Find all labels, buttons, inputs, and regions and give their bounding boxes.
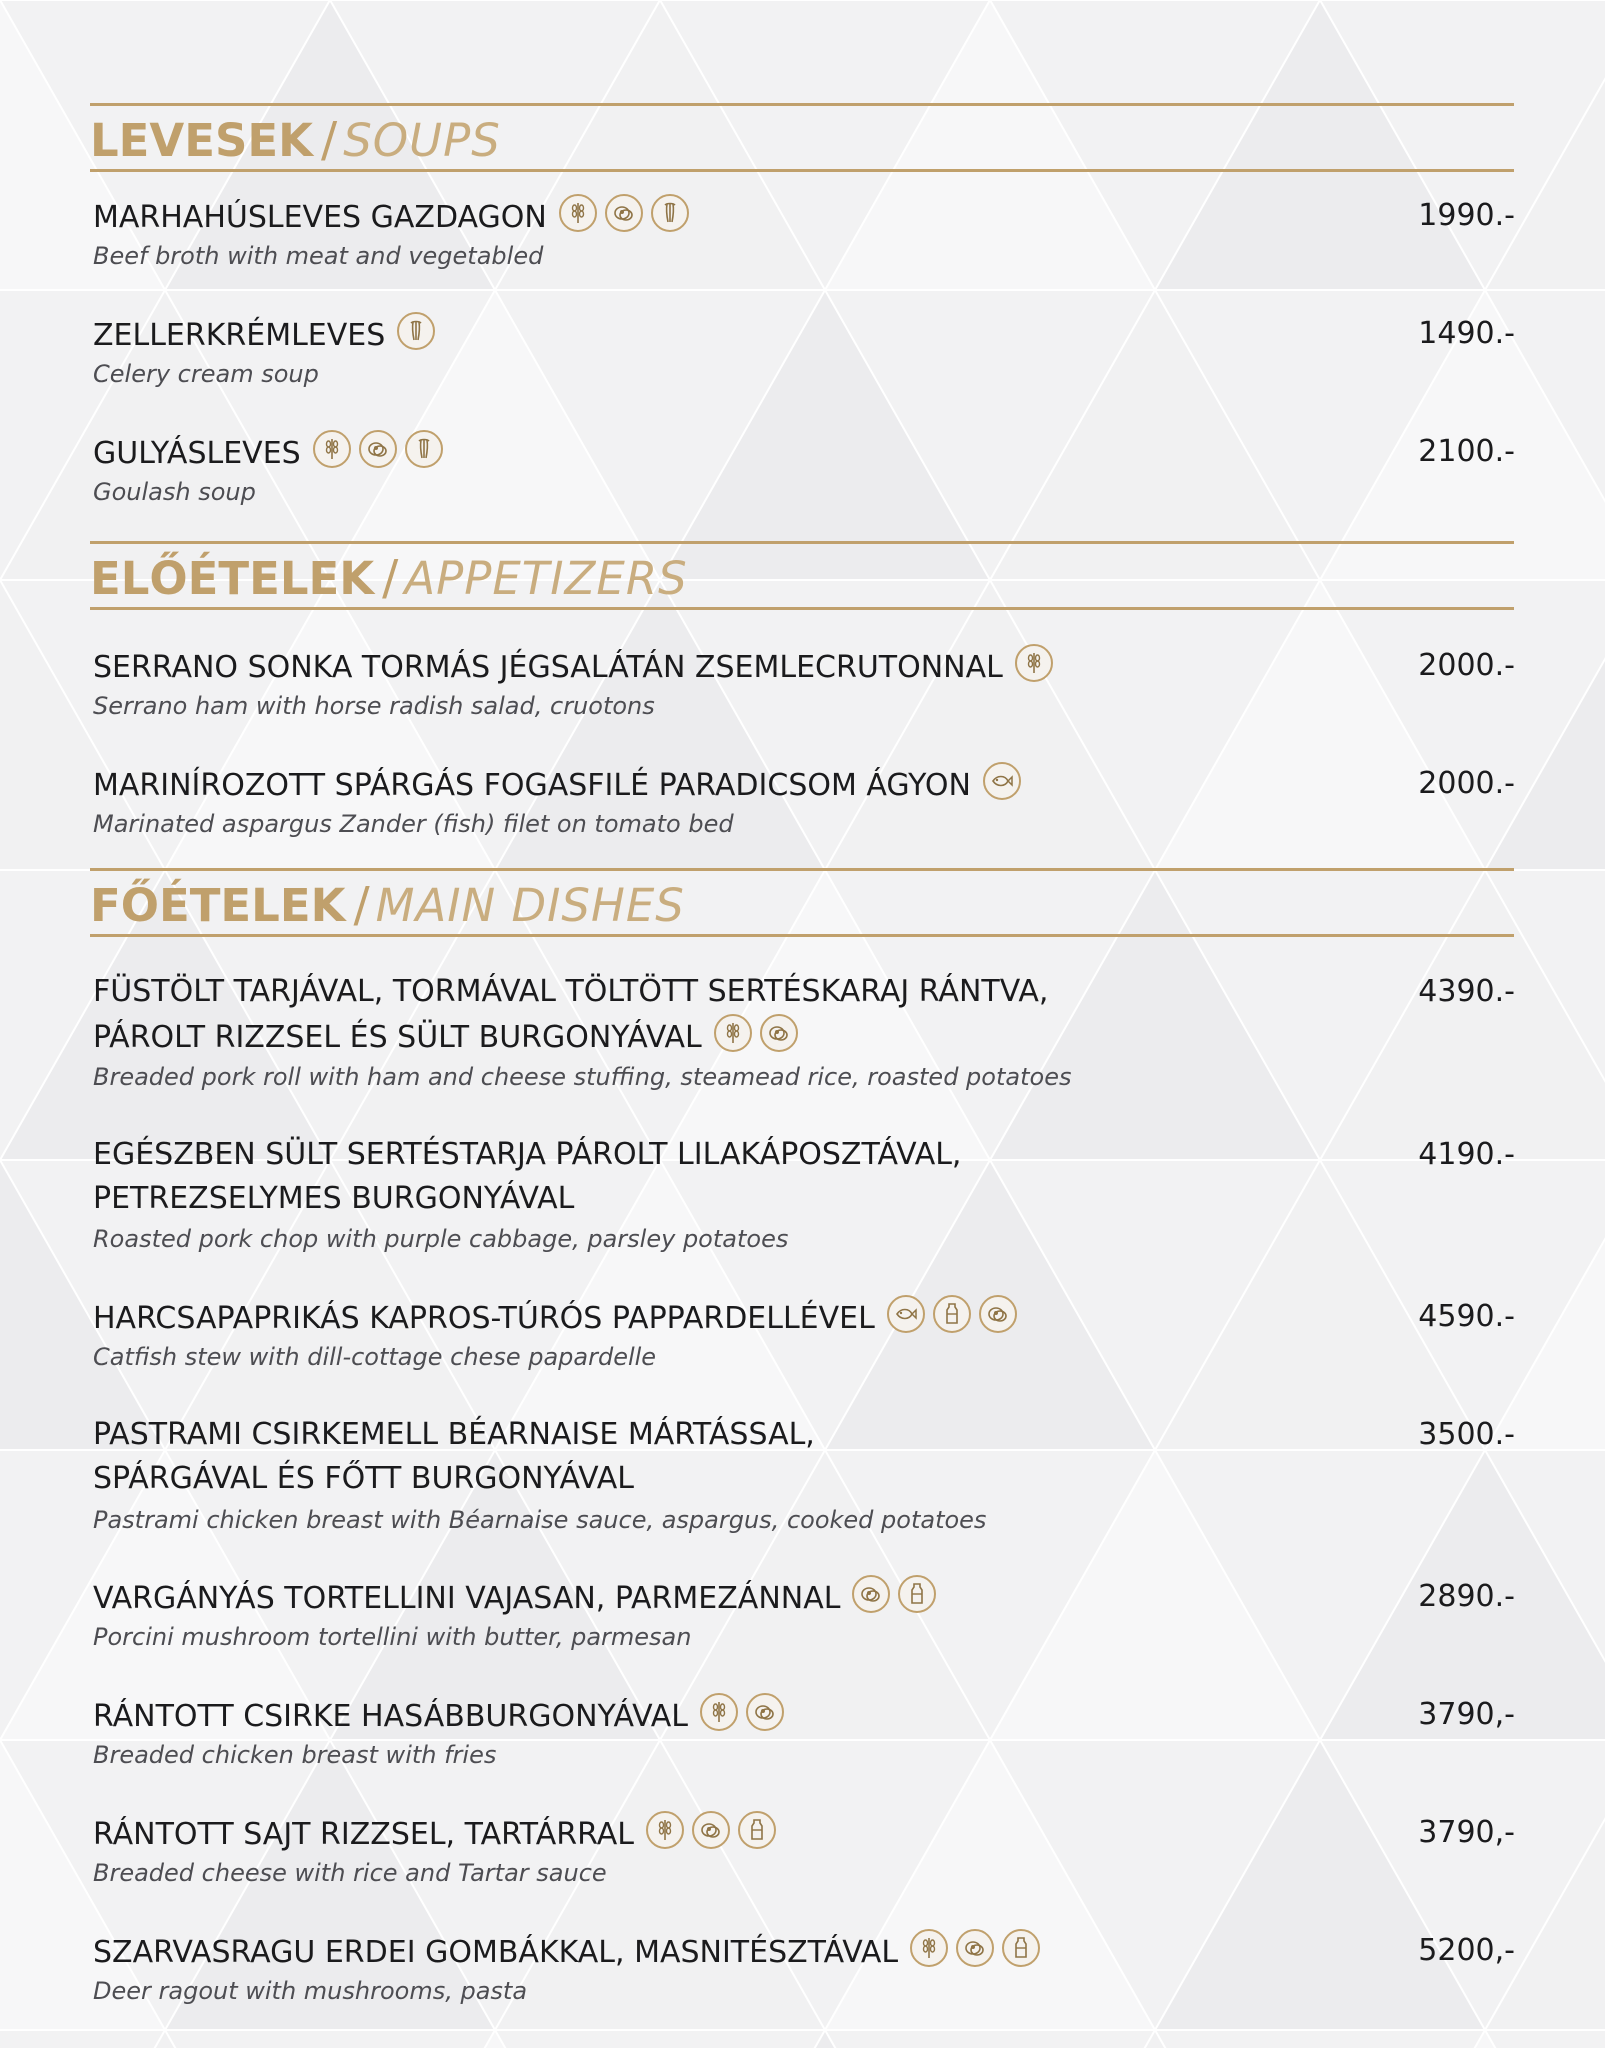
egg-icon: [605, 194, 643, 232]
section-bottom-rule: [90, 169, 1514, 172]
item-description: Goulash soup: [93, 478, 256, 506]
item-name: [93, 194, 1193, 245]
item-name-line: SPÁRGÁVAL ÉS FŐTT BURGONYÁVAL: [93, 1461, 634, 1496]
item-price: 3500.-: [1418, 1417, 1515, 1452]
gluten-icon: [313, 430, 351, 468]
fish-icon: [887, 1295, 925, 1333]
item-name: [93, 1929, 1193, 1980]
item-price: 1990.-: [1418, 198, 1515, 233]
celery-icon: [405, 430, 443, 468]
section-title-en: SOUPS: [343, 114, 501, 167]
item-price: 2100.-: [1418, 434, 1515, 469]
item-description: Pastrami chicken breast with Béarnaise sauce, aspargus, cooked potatoes: [93, 1506, 987, 1534]
item-price: 5200,-: [1418, 1933, 1515, 1968]
item-description: Catfish stew with dill-cottage chese papardelle: [93, 1343, 657, 1371]
item-price: 2890.-: [1418, 1579, 1515, 1614]
item-price: 1490.-: [1418, 316, 1515, 351]
item-description: Breaded chicken breast with fries: [93, 1741, 497, 1769]
item-price: 2000.-: [1418, 648, 1515, 683]
item-name-line: RÁNTOTT CSIRKE HASÁBBURGONYÁVAL: [93, 1699, 688, 1734]
item-name-line: SERRANO SONKA TORMÁS JÉGSALÁTÁN ZSEMLECRUTONNAL: [93, 650, 1003, 685]
item-name-line: PASTRAMI CSIRKEMELL BÉARNAISE MÁRTÁSSAL,: [93, 1417, 815, 1452]
item-name: [93, 762, 1193, 813]
item-name: [93, 1133, 1193, 1221]
item-description: Breaded cheese with rice and Tartar sauce: [93, 1859, 607, 1887]
gluten-icon: [714, 1014, 752, 1052]
gluten-icon: [910, 1929, 948, 1967]
section-top-rule: [90, 541, 1514, 544]
section-title-main-dishes: [90, 875, 685, 935]
item-description: Roasted pork chop with purple cabbage, parsley potatoes: [93, 1225, 789, 1253]
allergen-icons: [700, 1693, 792, 1744]
gluten-icon: [646, 1811, 684, 1849]
item-price: 3790,-: [1418, 1815, 1515, 1850]
celery-icon: [397, 312, 435, 350]
allergen-icons: [852, 1575, 944, 1626]
item-name: [93, 1575, 1193, 1626]
item-name-line: HARCSAPAPRIKÁS KAPROS-TÚRÓS PAPPARDELLÉVEL: [93, 1301, 875, 1336]
milk-icon: [738, 1811, 776, 1849]
item-name: [93, 970, 1193, 1065]
allergen-icons: [983, 762, 1029, 813]
item-description: Breaded pork roll with ham and cheese stuffing, steamead rice, roasted potatoes: [93, 1063, 1072, 1091]
allergen-icons: [559, 194, 697, 245]
item-name-line: FÜSTÖLT TARJÁVAL, TORMÁVAL TÖLTÖTT SERTÉSKARAJ RÁNTVA,: [93, 974, 1049, 1009]
item-name: [93, 644, 1193, 695]
allergen-icons: [397, 312, 443, 363]
item-description: Deer ragout with mushrooms, pasta: [93, 1977, 528, 2005]
egg-icon: [956, 1929, 994, 1967]
item-price: 4590.-: [1418, 1299, 1515, 1334]
item-description: Porcini mushroom tortellini with butter, parmesan: [93, 1623, 692, 1651]
allergen-icons: [887, 1295, 1025, 1346]
allergen-icons: [313, 430, 451, 481]
gluten-icon: [1015, 644, 1053, 682]
item-price: 3790,-: [1418, 1697, 1515, 1732]
section-title-appetizers: [90, 548, 688, 608]
egg-icon: [760, 1014, 798, 1052]
gluten-icon: [559, 194, 597, 232]
item-name-line: RÁNTOTT SAJT RIZZSEL, TARTÁRRAL: [93, 1817, 635, 1852]
section-title-en: MAIN DISHES: [375, 879, 685, 932]
section-top-rule: [90, 103, 1514, 106]
celery-icon: [651, 194, 689, 232]
milk-icon: [898, 1575, 936, 1613]
item-price: 4390.-: [1418, 974, 1515, 1009]
item-description: Marinated aspargus Zander (fish) filet on tomato bed: [93, 810, 734, 838]
item-name-line: SZARVASRAGU ERDEI GOMBÁKKAL, MASNITÉSZTÁVAL: [93, 1935, 899, 1970]
item-name: [93, 1811, 1193, 1862]
section-top-rule: [90, 868, 1514, 871]
section-bottom-rule: [90, 607, 1514, 610]
item-name: [93, 1693, 1193, 1744]
item-name: [93, 1295, 1193, 1346]
milk-icon: [933, 1295, 971, 1333]
section-title-hu: LEVESEK: [90, 114, 314, 167]
item-price: 2000.-: [1418, 766, 1515, 801]
allergen-icons: [646, 1811, 784, 1862]
item-name-line: PÁROLT RIZZSEL ÉS SÜLT BURGONYÁVAL: [93, 1020, 702, 1055]
allergen-icons: [714, 1014, 806, 1065]
item-name-line: MARINÍROZOTT SPÁRGÁS FOGASFILÉ PARADICSOM ÁGYON: [93, 768, 971, 803]
egg-icon: [692, 1811, 730, 1849]
milk-icon: [1002, 1929, 1040, 1967]
item-name-line: MARHAHÚSLEVES GAZDAGON: [93, 200, 547, 235]
egg-icon: [852, 1575, 890, 1613]
section-title-en: APPETIZERS: [404, 552, 688, 605]
item-name-line: ZELLERKRÉMLEVES: [93, 318, 386, 353]
allergen-icons: [910, 1929, 1048, 1980]
item-name: [93, 312, 1193, 363]
egg-icon: [746, 1693, 784, 1731]
item-description: Beef broth with meat and vegetabled: [93, 242, 544, 270]
item-name-line: EGÉSZBEN SÜLT SERTÉSTARJA PÁROLT LILAKÁPOSZTÁVAL,: [93, 1137, 962, 1172]
section-title-hu: ELŐÉTELEK: [90, 552, 375, 605]
fish-icon: [983, 762, 1021, 800]
gluten-icon: [700, 1693, 738, 1731]
item-name-line: PETREZSELYMES BURGONYÁVAL: [93, 1181, 575, 1216]
item-description: Serrano ham with horse radish salad, cruotons: [93, 692, 655, 720]
item-name: [93, 1413, 1193, 1501]
item-name: [93, 430, 1193, 481]
section-title-slash: /: [353, 877, 370, 933]
section-title-slash: /: [382, 550, 399, 606]
egg-icon: [979, 1295, 1017, 1333]
section-title-slash: /: [321, 112, 338, 168]
item-price: 4190.-: [1418, 1137, 1515, 1172]
egg-icon: [359, 430, 397, 468]
item-description: Celery cream soup: [93, 360, 319, 388]
item-name-line: GULYÁSLEVES: [93, 436, 301, 471]
item-name-line: VARGÁNYÁS TORTELLINI VAJASAN, PARMEZÁNNAL: [93, 1581, 841, 1616]
section-title-soups: [90, 110, 501, 170]
allergen-icons: [1015, 644, 1061, 695]
section-bottom-rule: [90, 934, 1514, 937]
section-title-hu: FŐÉTELEK: [90, 879, 346, 932]
